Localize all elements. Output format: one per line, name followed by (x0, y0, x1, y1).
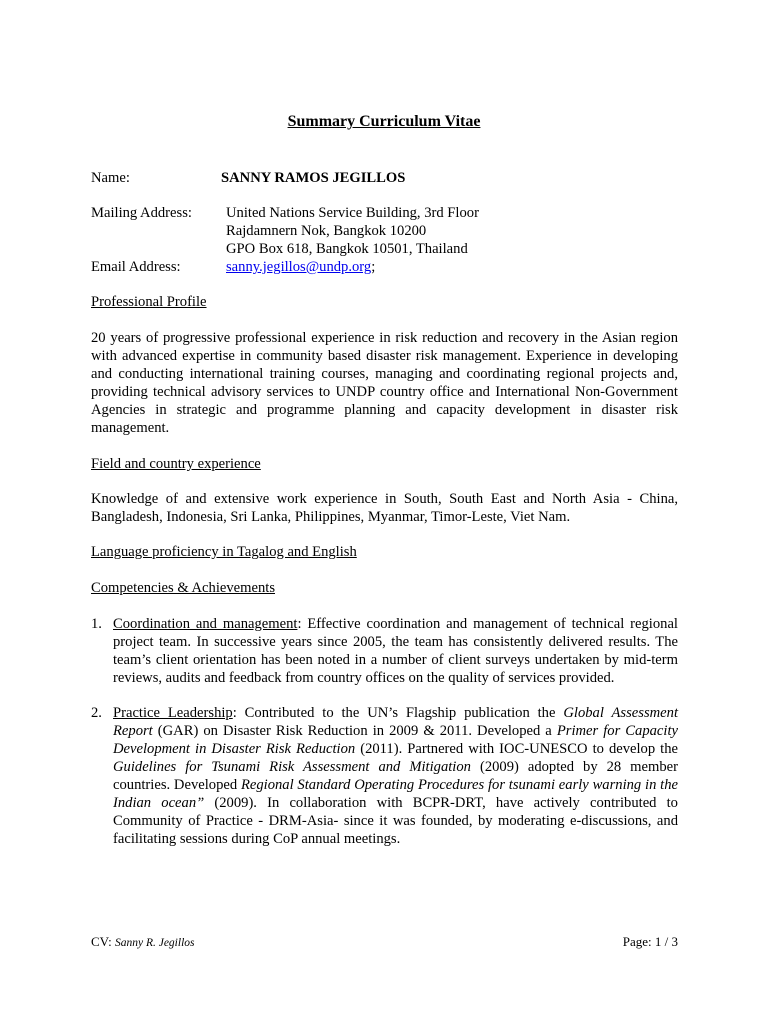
address-line: GPO Box 618, Bangkok 10501, Thailand (226, 241, 468, 257)
footer-cv-label: CV: (91, 934, 112, 949)
page-number: Page: 1 / 3 (622, 934, 678, 949)
footer-cv-name: Sanny R. Jegillos (114, 937, 195, 949)
email-suffix: ; (371, 259, 376, 275)
professional-profile-heading: Professional Profile (91, 294, 207, 310)
address-line: United Nations Service Building, 3rd Floor (226, 205, 479, 221)
mailing-address-label: Mailing Address: (91, 205, 192, 221)
competency-list (91, 615, 678, 687)
item-text: (GAR) on Disaster Risk Reduction in 2009 & 2011. Developed a (152, 723, 557, 739)
item-text: : Contributed to the UN’s Flagship publication the (232, 705, 564, 721)
email-value (226, 258, 375, 276)
mailing-address-row (91, 204, 681, 258)
item-title: Coordination and management (113, 616, 298, 632)
address-line: Rajdamnern Nok, Bangkok 10200 (226, 223, 427, 239)
competencies-heading: Competencies & Achievements (91, 580, 275, 596)
email-row (91, 258, 681, 276)
competency-list (91, 704, 678, 848)
email-link[interactable]: sanny.jegillos@undp.org (226, 259, 372, 275)
list-number: 2. (91, 705, 102, 721)
item-text: (2009) adopted by 28 member countries. Developed (113, 759, 679, 793)
field-experience-heading: Field and country experience (91, 456, 261, 472)
item-italic-text: Regional Standard Operating Procedures for tsunami early warning in the Indian ocean” (113, 777, 678, 811)
name-value: SANNY RAMOS JEGILLOS (221, 170, 406, 186)
list-number: 1. (91, 616, 102, 632)
email-label: Email Address: (91, 259, 181, 275)
item-text: : Effective coordination and management of technical regional project team. In successive years since 2005, the team has consistently delivered results. The team’s client orientation has been noted in a number of client surveys undertaken by mid-term reviews, audits and feedback from country offices on the quality of services provided. (113, 616, 678, 686)
item-text: (2011). Partnered with IOC-UNESCO to develop the (355, 741, 679, 757)
list-item (91, 704, 678, 848)
language-heading: Language proficiency in Tagalog and English (91, 544, 357, 560)
field-experience-text: Knowledge of and extensive work experience in South, South East and North Asia - China, Bangladesh, Indonesia, Sri Lanka, Philippines, Myanmar, Timor-Leste, Viet Nam. (91, 491, 678, 525)
item-italic-text: Primer for Capacity Development in Disaster Risk Reduction (113, 723, 678, 757)
item-italic-text: Global Assessment Report (113, 705, 678, 739)
name-row (91, 169, 681, 187)
page-title: Summary Curriculum Vitae (287, 113, 481, 130)
professional-profile-text: 20 years of progressive professional experience in risk reduction and recovery in the Asian region with advanced expertise in community based disaster risk management. Experience in developing and conducting international training courses, managing and coordinating regional projects and, providing technical advisory services to UNDP country office and International Non-Government Agencies in strategic and programme planning and capacity development in disaster risk management. (91, 330, 678, 436)
list-item (91, 615, 678, 687)
item-text: (2009). In collaboration with BCPR-DRT, have actively contributed to Community of Practice - DRM-Asia- since it was founded, by moderating e-discussions, and facilitating sessions during CoP annual meetings. (113, 795, 678, 847)
name-label: Name: (91, 170, 130, 186)
item-italic-text: Guidelines for Tsunami Risk Assessment and Mitigation (113, 759, 471, 775)
footer-cv (91, 933, 195, 952)
item-title: Practice Leadership (113, 705, 233, 721)
mailing-address-value (226, 204, 479, 258)
